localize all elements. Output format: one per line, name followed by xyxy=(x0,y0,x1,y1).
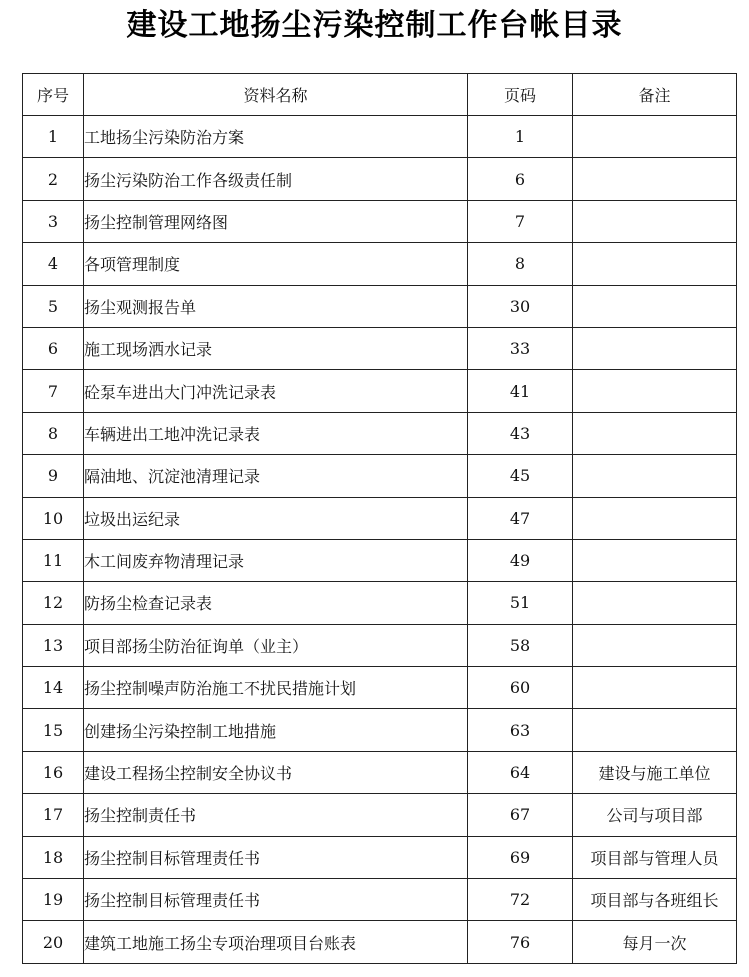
row-note-cell xyxy=(573,455,737,497)
row-note-cell xyxy=(573,582,737,624)
row-no-cell: 8 xyxy=(23,412,84,454)
row-note-cell xyxy=(573,412,737,454)
row-no-cell: 12 xyxy=(23,582,84,624)
row-page-cell: 49 xyxy=(468,539,573,581)
table-row xyxy=(23,455,737,497)
header-no: 序号 xyxy=(23,74,84,116)
row-page-cell: 64 xyxy=(468,751,573,793)
row-no-cell: 19 xyxy=(23,879,84,921)
row-note-cell xyxy=(573,243,737,285)
row-note-cell: 项目部与各班组长 xyxy=(573,879,737,921)
row-name-cell: 施工现场洒水记录 xyxy=(84,327,468,369)
table-header xyxy=(23,74,737,116)
row-no-cell: 7 xyxy=(23,370,84,412)
row-no-cell: 17 xyxy=(23,794,84,836)
row-page-cell: 60 xyxy=(468,667,573,709)
row-page-cell: 72 xyxy=(468,879,573,921)
row-note-cell xyxy=(573,624,737,666)
table-row xyxy=(23,200,737,242)
row-name-cell: 扬尘控制目标管理责任书 xyxy=(84,879,468,921)
row-no-cell: 9 xyxy=(23,455,84,497)
page-title: 建设工地扬尘污染控制工作台帐目录 xyxy=(126,8,623,43)
row-note-cell xyxy=(573,709,737,751)
row-note-cell xyxy=(573,285,737,327)
row-note-cell xyxy=(573,200,737,242)
row-note-cell: 公司与项目部 xyxy=(573,794,737,836)
row-name-cell: 建设工程扬尘控制安全协议书 xyxy=(84,751,468,793)
row-no-cell: 10 xyxy=(23,497,84,539)
row-name-cell: 砼泵车进出大门冲洗记录表 xyxy=(84,370,468,412)
row-name-cell: 创建扬尘污染控制工地措施 xyxy=(84,709,468,751)
row-page-cell: 1 xyxy=(468,116,573,158)
header-row xyxy=(23,74,737,116)
row-name-cell: 垃圾出运纪录 xyxy=(84,497,468,539)
table-body xyxy=(23,116,737,964)
header-note: 备注 xyxy=(573,74,737,116)
table-row xyxy=(23,412,737,454)
table-row xyxy=(23,921,737,963)
row-name-cell: 车辆进出工地冲洗记录表 xyxy=(84,412,468,454)
table-row xyxy=(23,539,737,581)
row-no-cell: 6 xyxy=(23,327,84,369)
row-note-cell xyxy=(573,158,737,200)
row-page-cell: 69 xyxy=(468,836,573,878)
row-no-cell: 1 xyxy=(23,116,84,158)
row-page-cell: 33 xyxy=(468,327,573,369)
row-no-cell: 16 xyxy=(23,751,84,793)
table-row xyxy=(23,582,737,624)
table-row xyxy=(23,327,737,369)
row-name-cell: 扬尘控制目标管理责任书 xyxy=(84,836,468,878)
table-row xyxy=(23,879,737,921)
row-page-cell: 58 xyxy=(468,624,573,666)
row-page-cell: 43 xyxy=(468,412,573,454)
row-no-cell: 20 xyxy=(23,921,84,963)
table-row xyxy=(23,667,737,709)
table-row xyxy=(23,370,737,412)
row-page-cell: 67 xyxy=(468,794,573,836)
row-name-cell: 扬尘控制责任书 xyxy=(84,794,468,836)
row-note-cell: 每月一次 xyxy=(573,921,737,963)
table-row xyxy=(23,751,737,793)
table-row xyxy=(23,116,737,158)
row-note-cell: 项目部与管理人员 xyxy=(573,836,737,878)
row-page-cell: 41 xyxy=(468,370,573,412)
row-note-cell xyxy=(573,667,737,709)
row-page-cell: 47 xyxy=(468,497,573,539)
row-page-cell: 6 xyxy=(468,158,573,200)
row-no-cell: 14 xyxy=(23,667,84,709)
row-page-cell: 8 xyxy=(468,243,573,285)
row-note-cell xyxy=(573,370,737,412)
row-name-cell: 隔油地、沉淀池清理记录 xyxy=(84,455,468,497)
table-row xyxy=(23,709,737,751)
table-row xyxy=(23,497,737,539)
row-name-cell: 工地扬尘污染防治方案 xyxy=(84,116,468,158)
row-name-cell: 各项管理制度 xyxy=(84,243,468,285)
row-name-cell: 项目部扬尘防治征询单（业主） xyxy=(84,624,468,666)
row-no-cell: 13 xyxy=(23,624,84,666)
row-name-cell: 扬尘观测报告单 xyxy=(84,285,468,327)
row-name-cell: 建筑工地施工扬尘专项治理项目台账表 xyxy=(84,921,468,963)
row-note-cell: 建设与施工单位 xyxy=(573,751,737,793)
row-no-cell: 11 xyxy=(23,539,84,581)
row-no-cell: 2 xyxy=(23,158,84,200)
row-no-cell: 3 xyxy=(23,200,84,242)
row-note-cell xyxy=(573,497,737,539)
row-name-cell: 扬尘控制管理网络图 xyxy=(84,200,468,242)
table-row xyxy=(23,794,737,836)
row-no-cell: 15 xyxy=(23,709,84,751)
row-page-cell: 30 xyxy=(468,285,573,327)
row-page-cell: 63 xyxy=(468,709,573,751)
row-no-cell: 4 xyxy=(23,243,84,285)
row-page-cell: 51 xyxy=(468,582,573,624)
table-row xyxy=(23,624,737,666)
row-page-cell: 45 xyxy=(468,455,573,497)
catalog-table xyxy=(22,73,737,964)
row-no-cell: 18 xyxy=(23,836,84,878)
table-row xyxy=(23,285,737,327)
row-page-cell: 76 xyxy=(468,921,573,963)
row-note-cell xyxy=(573,539,737,581)
row-note-cell xyxy=(573,327,737,369)
row-page-cell: 7 xyxy=(468,200,573,242)
row-name-cell: 扬尘控制噪声防治施工不扰民措施计划 xyxy=(84,667,468,709)
header-page: 页码 xyxy=(468,74,573,116)
row-note-cell xyxy=(573,116,737,158)
row-name-cell: 防扬尘检查记录表 xyxy=(84,582,468,624)
row-name-cell: 木工间废弃物清理记录 xyxy=(84,539,468,581)
table-row xyxy=(23,836,737,878)
row-name-cell: 扬尘污染防治工作各级责任制 xyxy=(84,158,468,200)
header-name: 资料名称 xyxy=(84,74,468,116)
table-row xyxy=(23,243,737,285)
table-row xyxy=(23,158,737,200)
row-no-cell: 5 xyxy=(23,285,84,327)
